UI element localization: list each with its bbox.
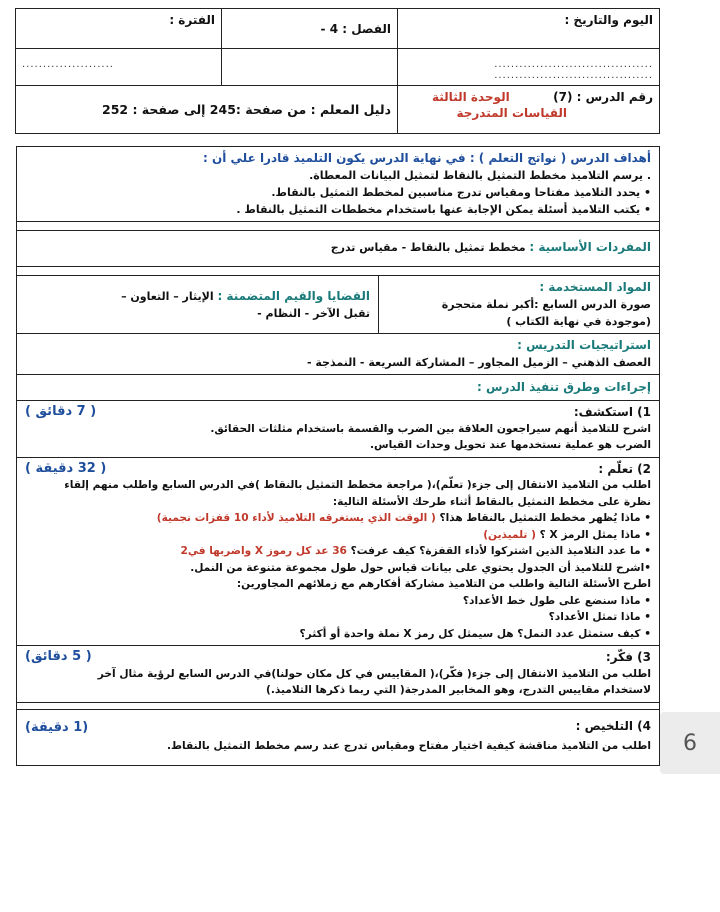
step-learn-line4: اطرح الأسئلة التالية واطلب من التلاميذ مشاركة أفكارهم مع زملائهم المجاورين: xyxy=(236,578,651,590)
materials-values-row xyxy=(16,275,660,334)
step-learn-line1: اطلب من التلاميذ الانتقال إلى جزء( تعلّم)،( مراجعة مخطط التمثيل بالنقاط )في الدرس السابع واطلب منهم إلقاء xyxy=(64,479,651,491)
page-number-tab[interactable] xyxy=(660,712,720,774)
values-line2: تقبل الآخر - النظام - xyxy=(257,307,370,320)
vocabulary-spacer xyxy=(16,266,660,275)
step-learn-q6: • كيف ستمثل عدد النمل؟ هل سيمثل كل رمز X نملة واحدة أو أكثر؟ xyxy=(299,627,651,640)
materials-line2: (موجودة في نهاية الكتاب ) xyxy=(506,315,651,328)
unit-name: الوحدة الثالثة xyxy=(432,90,510,104)
vocabulary-text: مخطط تمثيل بالنقاط - مقياس تدرج xyxy=(330,241,526,254)
procedures-title: إجراءات وطرق تنفيذ الدرس : xyxy=(477,380,651,394)
date-dots-2: ...................................... xyxy=(494,70,653,81)
step-summary xyxy=(16,710,660,766)
step-summary-time: (1 دقيقة) xyxy=(25,719,89,735)
procedures-section xyxy=(16,374,660,401)
strategies-label: استراتيجيات التدريس : xyxy=(517,338,651,352)
step-summary-line: اطلب من التلاميذ مناقشة كيفية اختيار مفتاح ومقياس تدرج عند رسم مخطط التمثيل بالنقاط. xyxy=(166,740,651,752)
teacher-guide: دليل المعلم : من صفحة :245 إلى صفحة : 252 xyxy=(102,102,391,117)
step-spacer xyxy=(16,703,660,710)
step-learn-q4: • ماذا سنضع على طول خط الأعداد؟ xyxy=(462,594,651,607)
day-date-label: اليوم والتاريخ : xyxy=(564,13,653,27)
step-think-line: لاستخدام مقاييس التدرج، وهو المخابير المدرجة( التي ربما ذكرها التلاميذ.) xyxy=(265,684,651,696)
step-summary-title: 4) التلخيص : xyxy=(575,718,651,733)
lesson-cell xyxy=(398,86,660,134)
step-explore xyxy=(16,401,660,458)
vocabulary-label: المفردات الأساسية : xyxy=(529,240,651,254)
strategies-section xyxy=(16,334,660,374)
term-label: الفترة : xyxy=(169,13,215,27)
term-dots-cell xyxy=(16,49,222,86)
step-learn-q2: • ماذا يمثل الرمز X ؟ ( تلميذين) xyxy=(483,528,651,541)
step-learn-line3: •اشرح للتلاميذ أن الجدول يحتوي على بيانات قياس حول طول مجموعة متنوعة من النمل. xyxy=(190,561,651,574)
term-dots: ...................... xyxy=(22,59,114,70)
step-learn xyxy=(16,458,660,647)
step-learn-q1-answer: ( الوقت الذي يستغرقه التلاميذ لأداء 10 قفزات نجمية) xyxy=(156,512,436,524)
materials-line1: صورة الدرس السابع :أكبر نملة متحجرة xyxy=(441,298,651,311)
materials-cell xyxy=(378,276,659,333)
step-learn-time: ( 32 دقيقة ) xyxy=(25,460,107,476)
step-learn-q1: • ماذا يُظهر مخطط التمثيل بالنقاط هذا؟ ( الوقت الذي يستغرقه التلاميذ لأداء 10 قفزات نجمية) xyxy=(156,512,651,524)
objective-item: . يرسم التلاميذ مخطط التمثيل بالنقاط لتمثيل البيانات المعطاة. xyxy=(309,169,651,182)
class-label: الفصل : 4 - xyxy=(320,21,391,36)
step-learn-title: 2) تعلّم : xyxy=(598,461,651,476)
step-learn-line2: نظرة على مخطط التمثيل بالنقاط أثناء طرحك الأسئلة التالية: xyxy=(332,495,651,508)
step-explore-time: ( 7 دقائق ) xyxy=(25,404,97,419)
objectives-title: أهداف الدرس ( نواتج التعلم ) : في نهاية الدرس يكون التلميذ قادرا علي أن : xyxy=(203,151,651,165)
objective-item: • يكتب التلاميذ أسئلة يمكن الإجابة عنها باستخدام مخططات التمثيل بالنقاط . xyxy=(236,203,651,216)
term-cell xyxy=(16,9,222,49)
step-explore-line: اشرح للتلاميذ أنهم سيراجعون العلاقة بين الضرب والقسمة باستخدام مثلثات الحقائق. xyxy=(210,422,651,435)
date-dots-1: ...................................... xyxy=(494,59,653,70)
step-think-time: ( 5 دقائق) xyxy=(25,649,92,664)
step-learn-q3: • ما عدد التلاميذ الذين اشتركوا لأداء القفزة؟ كيف عرفت؟ 36 عد كل رموز X واضربها في2 xyxy=(180,545,651,557)
materials-label: المواد المستخدمة : xyxy=(539,280,651,294)
lesson-title: القياسات المتدرجة xyxy=(456,106,567,120)
step-think xyxy=(16,646,660,703)
values-cell xyxy=(17,276,378,333)
step-explore-line: الضرب هو عملية نستخدمها عند تحويل وحدات القياس. xyxy=(369,439,651,451)
step-learn-q5: • ماذا تمثل الأعداد؟ xyxy=(548,611,651,623)
values-line1: الإيثار – التعاون – xyxy=(121,290,214,303)
values-label: القضايا والقيم المتضمنة : xyxy=(217,289,370,303)
lesson-plan-page xyxy=(16,8,660,766)
objectives-section xyxy=(16,146,660,221)
vocabulary-section xyxy=(16,230,660,266)
objectives-spacer xyxy=(16,221,660,230)
objective-item: • يحدد التلاميذ مفتاحا ومقياس تدرج مناسبين لمخطط التمثيل بالنقاط. xyxy=(271,186,651,199)
step-think-line: اطلب من التلاميذ الانتقال إلى جزء( فكّر)،( المقاييس في كل مكان حولنا)في الدرس السابع لرؤية مثال آخر xyxy=(97,667,651,680)
header-table xyxy=(15,8,660,134)
teacher-guide-cell xyxy=(16,86,398,134)
step-learn-q3-answer: 36 عد كل رموز X واضربها في2 xyxy=(180,545,347,557)
step-explore-title: 1) استكشف: xyxy=(573,405,651,419)
page-number: 6 xyxy=(683,730,697,756)
day-date-cell xyxy=(398,9,660,49)
strategies-text: العصف الذهني – الزميل المجاور – المشاركة السريعة - النمذجة - xyxy=(306,356,651,369)
class-cell xyxy=(222,9,398,49)
lesson-number: رقم الدرس : (7) xyxy=(553,90,653,104)
step-think-title: 3) فكّر: xyxy=(605,650,651,664)
step-learn-q2-answer: ( تلميذين) xyxy=(483,528,536,541)
date-dots-cell xyxy=(398,49,660,86)
empty-cell xyxy=(222,49,398,86)
